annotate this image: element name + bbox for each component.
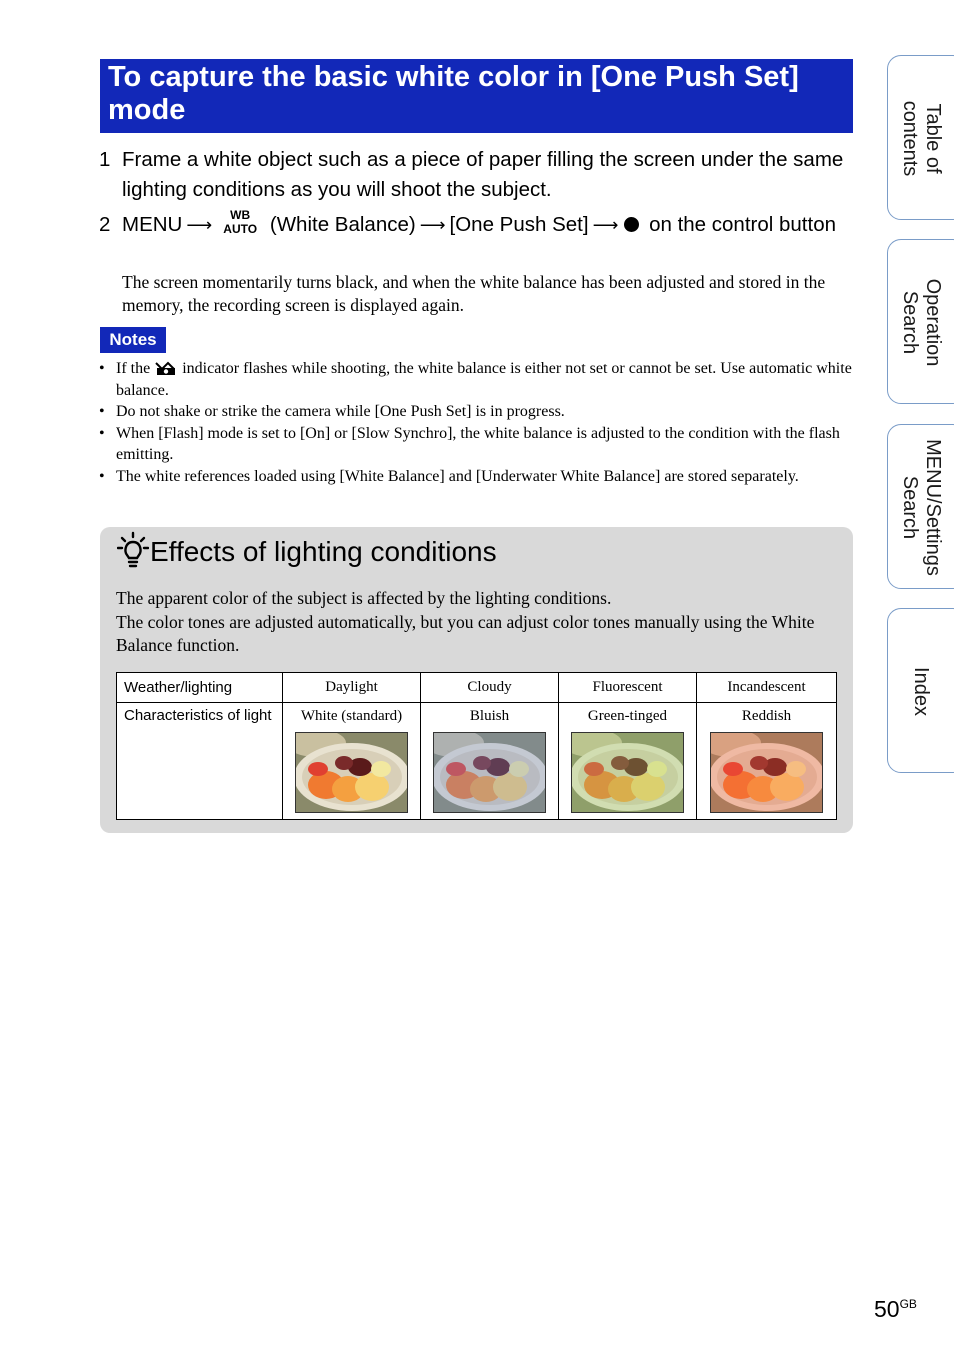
hint-text: The apparent color of the subject is affected by the lighting conditions. The color tones are adjusted automatically, but you can adjust color tones manually using the White Balance function.	[116, 588, 815, 655]
control-button-label: on the control button	[649, 213, 836, 236]
note-item: • When [Flash] mode is set to [On] or [Slow Synchro], the white balance is adjusted to the condition with the flash emitting.	[99, 423, 854, 466]
step-2-description: The screen momentarily turns black, and when the white balance has been adjusted and stored in the memory, the recording screen is displayed again.	[122, 272, 826, 315]
hint-title: Effects of lighting conditions	[150, 536, 497, 567]
food-photo-cloudy	[433, 732, 546, 813]
tab-operation-search[interactable]: Operation Search	[887, 239, 954, 404]
notes-badge: Notes	[100, 327, 166, 353]
arrow-right-icon: ⟶	[592, 215, 619, 235]
notes-list	[99, 358, 854, 487]
step-number: 1	[99, 148, 111, 171]
table-cell: Cloudy	[421, 673, 559, 703]
table-row-label: Characteristics of light	[117, 703, 283, 820]
table-cell: White (standard)	[283, 703, 421, 820]
note-item: • If the indicator flashes while shooting, the white balance is either not set or cannot be set. Use automatic white balance.	[99, 358, 854, 401]
tab-menu-settings-search[interactable]: MENU/Settings Search	[887, 424, 954, 589]
section-title: To capture the basic white color in [One Push Set] mode	[100, 59, 853, 133]
table-row	[117, 703, 837, 820]
table-cell: Daylight	[283, 673, 421, 703]
white-balance-warning-icon	[154, 361, 178, 375]
center-button-icon	[624, 217, 639, 232]
step-number: 2	[99, 213, 111, 236]
lightbulb-hint-icon	[117, 531, 149, 571]
food-photo-daylight	[295, 732, 408, 813]
table-cell: Green-tinged	[559, 703, 697, 820]
table-cell: Reddish	[697, 703, 837, 820]
arrow-right-icon: ⟶	[186, 215, 213, 235]
table-cell: Fluorescent	[559, 673, 697, 703]
one-push-set-label: [One Push Set]	[449, 213, 589, 236]
step-text	[122, 210, 857, 240]
white-balance-label: (White Balance)	[269, 213, 416, 236]
tab-table-of-contents[interactable]: Table of contents	[887, 55, 954, 220]
note-item: • The white references loaded using [White Balance] and [Underwater White Balance] are stored separately.	[99, 466, 854, 488]
table-cell: Incandescent	[697, 673, 837, 703]
page-number: $50^{GB}$	[874, 1296, 917, 1322]
table-row-label: Weather/lighting	[117, 673, 283, 703]
step-text: Frame a white object such as a piece of paper filling the screen under the same lighting conditions as you will shoot the subject.	[122, 148, 844, 201]
food-photo-fluorescent	[571, 732, 684, 813]
lighting-table	[116, 672, 837, 820]
food-photo-incandescent	[710, 732, 823, 813]
hint-box	[100, 527, 853, 833]
menu-label: MENU	[122, 213, 183, 236]
white-balance-auto-icon: WB AUTO	[223, 208, 258, 236]
table-row	[117, 673, 837, 703]
table-cell: Bluish	[421, 703, 559, 820]
note-item: • Do not shake or strike the camera while [One Push Set] is in progress.	[99, 401, 854, 423]
tab-index[interactable]: Index	[887, 608, 954, 773]
arrow-right-icon: ⟶	[419, 215, 446, 235]
